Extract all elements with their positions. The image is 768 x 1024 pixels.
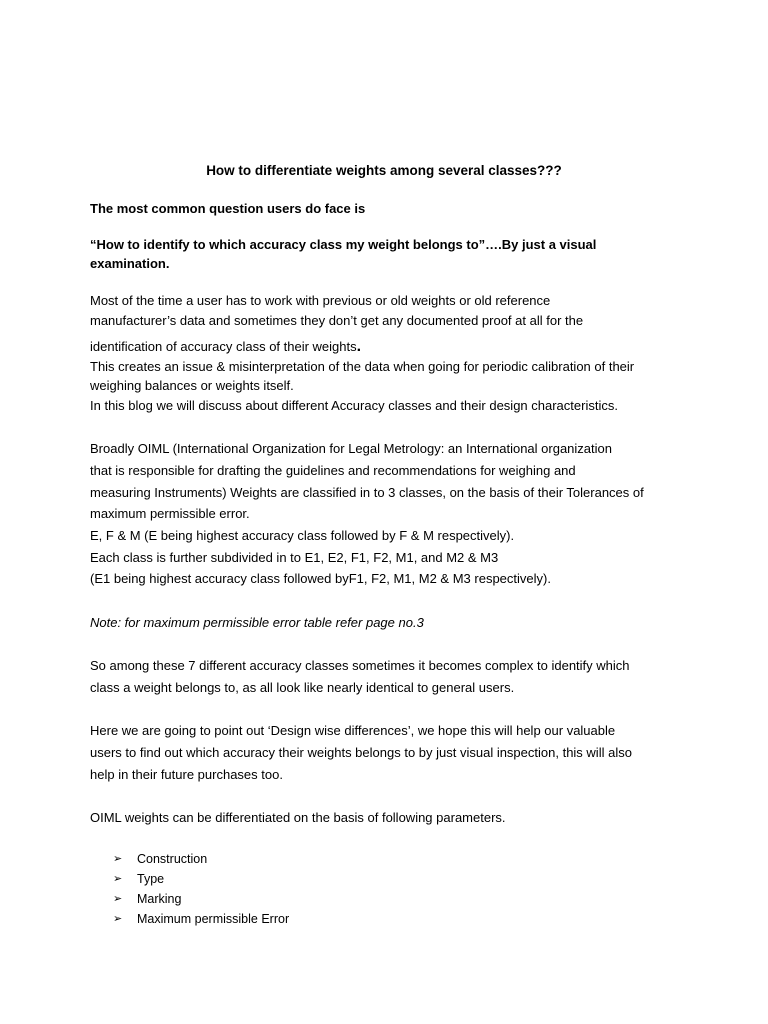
para2-line-6: Each class is further subdivided in to E1, E2, F1, F2, M1, and M2 & M3 [90,550,499,565]
list-item [113,869,289,889]
para3-line-1: So among these 7 different accuracy classes sometimes it becomes complex to identify which [90,658,630,673]
document-title: How to differentiate weights among several classes??? [206,163,562,178]
list-item-label: Marking [137,892,182,906]
para1-line-3-period: . [356,338,362,355]
arrow-bullet-icon: ➢ [113,853,123,865]
para4-line-2: users to find out which accuracy their weights belongs to by just visual inspection, this will also [90,745,632,760]
para2-line-2: that is responsible for drafting the guidelines and recommendations for weighing and [90,463,576,478]
quote-line-2: examination. [90,256,170,271]
para4-line-1: Here we are going to point out ‘Design wise differences’, we hope this will help our valuable [90,723,616,738]
para1-line-3 [90,338,690,355]
list-item-label: Maximum permissible Error [137,912,290,926]
para2-line-3: measuring Instruments) Weights are classified in to 3 classes, on the basis of their Tolerances of [90,485,644,500]
para1-line-3-text: identification of accuracy class of their weights [90,339,357,354]
para2-line-5: E, F & M (E being highest accuracy class followed by F & M respectively). [90,528,515,543]
para3-line-2: class a weight belongs to, as all look like nearly identical to general users. [90,680,515,695]
para2-line-4: maximum permissible error. [90,506,250,521]
list-item [113,909,289,929]
para1-line-1: Most of the time a user has to work with previous or old weights or old reference [90,293,551,308]
para5: OIML weights can be differentiated on the basis of following parameters. [90,810,506,825]
list-item-label: Type [137,872,165,886]
list-item [113,889,289,909]
list-item-label: Construction [137,852,208,866]
arrow-bullet-icon: ➢ [113,893,123,905]
para1-line-2: manufacturer’s data and sometimes they don’t get any documented proof at all for the [90,313,584,328]
para2-line-7: (E1 being highest accuracy class followed byF1, F2, M1, M2 & M3 respectively). [90,571,551,586]
list-item [113,849,289,869]
quote-line-1: “How to identify to which accuracy class my weight belongs to”….By just a visual [90,237,597,252]
arrow-bullet-icon: ➢ [113,913,123,925]
para1-line-5: weighing balances or weights itself. [90,378,294,393]
para4-line-3: help in their future purchases too. [90,767,283,782]
note: Note: for maximum permissible error table refer page no.3 [90,615,424,630]
para1-line-6: In this blog we will discuss about different Accuracy classes and their design characteristics. [90,398,618,413]
parameters-list [113,849,289,929]
arrow-bullet-icon: ➢ [113,873,123,885]
intro-question: The most common question users do face is [90,201,366,216]
para2-line-1: Broadly OIML (International Organization for Legal Metrology: an International organization [90,441,612,456]
para1-line-4: This creates an issue & misinterpretation of the data when going for periodic calibration of their [90,359,635,374]
